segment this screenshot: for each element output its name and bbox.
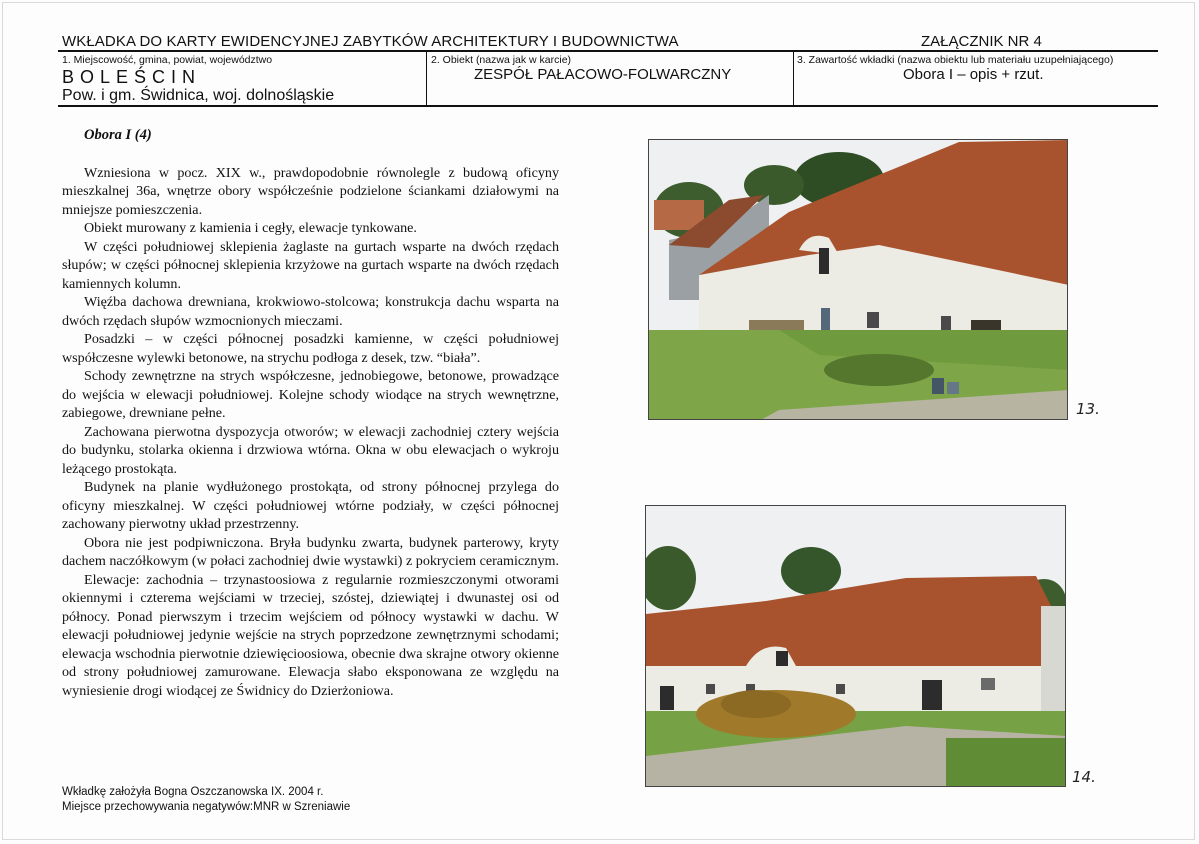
- footer-author: Wkładkę założyła Bogna Oszczanowska IX. 2004 r.: [62, 786, 324, 798]
- footer-storage: Miejsce przechowywania negatywów:MNR w Szreniawie: [62, 801, 351, 813]
- header-top-rule: [58, 50, 1158, 52]
- header-divider: [426, 51, 427, 106]
- barn-photo-14: [645, 505, 1066, 787]
- header-divider: [793, 51, 794, 106]
- place-name: BOLEŚCIN: [62, 67, 202, 87]
- content-label: 3. Zawartość wkładki (nazwa obiektu lub materiału uzupełniającego): [797, 54, 1114, 66]
- photo-number-13: 13.: [1076, 400, 1100, 418]
- header-bottom-rule: [58, 105, 1158, 107]
- description-text: [62, 126, 559, 700]
- paragraph: Budynek na planie wydłużonego prostokąta, od strony północnej przylega do oficyny mieszkalnej. W części południowej wtórne podziały, w części północnej zachowany pierwotny układ przestrzenny.: [62, 479, 559, 532]
- paragraph: Obora nie jest podpiwniczona. Bryła budynku zwarta, budynek parterowy, kryty dachem naczółkowym (w połaci zachodniej dwie wystawki) z pokryciem ceramicznym.: [62, 534, 560, 569]
- paragraph: Posadzki – w części północnej posadzki kamienne, w części południowej współczesne wylewki betonowe, na strychu podłoga z desek, tzw. “biała”.: [62, 331, 559, 366]
- object-label: 2. Obiekt (nazwa jak w karcie): [431, 54, 572, 66]
- paragraph: Więźba dachowa drewniana, krokwiowo-stolcowa; konstrukcja dachu wsparta na dwóch rzędach słupów wzmocnionych mieczami.: [62, 294, 559, 329]
- paragraph: Obiekt murowany z kamienia i cegły, elewacje tynkowane.: [84, 220, 417, 236]
- section-title: Obora I (4): [84, 127, 152, 143]
- barn-photo-13: [648, 139, 1068, 420]
- attachment-label: ZAŁĄCZNIK NR 4: [921, 33, 1042, 50]
- location-label: 1. Miejscowość, gmina, powiat, województwo: [62, 54, 273, 66]
- paragraph: W części południowej sklepienia żaglaste na gurtach wsparte na dwóch rzędach słupów; w części północnej sklepienia krzyżowe na gurtach wsparte na dwóch rzędach kamiennych kolumn.: [62, 238, 559, 292]
- paragraph: Elewacje: zachodnia – trzynastoosiowa z regularnie rozmieszczonymi otworami okiennymi i czterema wejściami w trzeciej, szóstej, dziewiątej i dwunastej osi od północy. Ponad pierwszym i trzecim wejściem od północy wystawki w dachu. W elewacji południowej jedynie wejście na strych poprzedzone zewnętrznymi schodami; elewacja wschodnia pierwotnie dziewięcioosiowa, obecnie dwa skrajne otwory okienne od strony południowej zamurowane. Elewacja słabo eksponowana ze względu na wyniesienie drogi wiodącej ze Świdnicy do Dzierżoniowa.: [62, 571, 559, 699]
- content-value: Obora I – opis + rzut.: [903, 66, 1044, 83]
- document-title: WKŁADKA DO KARTY EWIDENCYJNEJ ZABYTKÓW ARCHITEKTURY I BUDOWNICTWA: [62, 33, 679, 50]
- photo-number-14: 14.: [1072, 768, 1096, 786]
- district-name: Pow. i gm. Świdnica, woj. dolnośląskie: [62, 87, 335, 104]
- paragraph: Zachowana pierwotna dyspozycja otworów; w elewacji zachodniej cztery wejścia do budynku, stolarka okienna i drzwiowa wtórna. Okna w obu elewacjach o wykroju leżącego prostokąta.: [62, 423, 559, 477]
- paragraph: Schody zewnętrzne na strych współczesne, jednobiegowe, betonowe, prowadzące do wejścia w elewacji południowej. Kolejne schody wiodące na strych wewnętrzne, zabiegowe, drewniane pełne.: [62, 368, 559, 421]
- object-name: ZESPÓŁ PAŁACOWO-FOLWARCZNY: [474, 66, 732, 83]
- paragraph: Wzniesiona w pocz. XIX w., prawdopodobnie równolegle z budową oficyny mieszkalnej 36a, wnętrze obory współcześnie podzielone ściankami działowymi na mniejsze pomieszczenia.: [62, 164, 559, 218]
